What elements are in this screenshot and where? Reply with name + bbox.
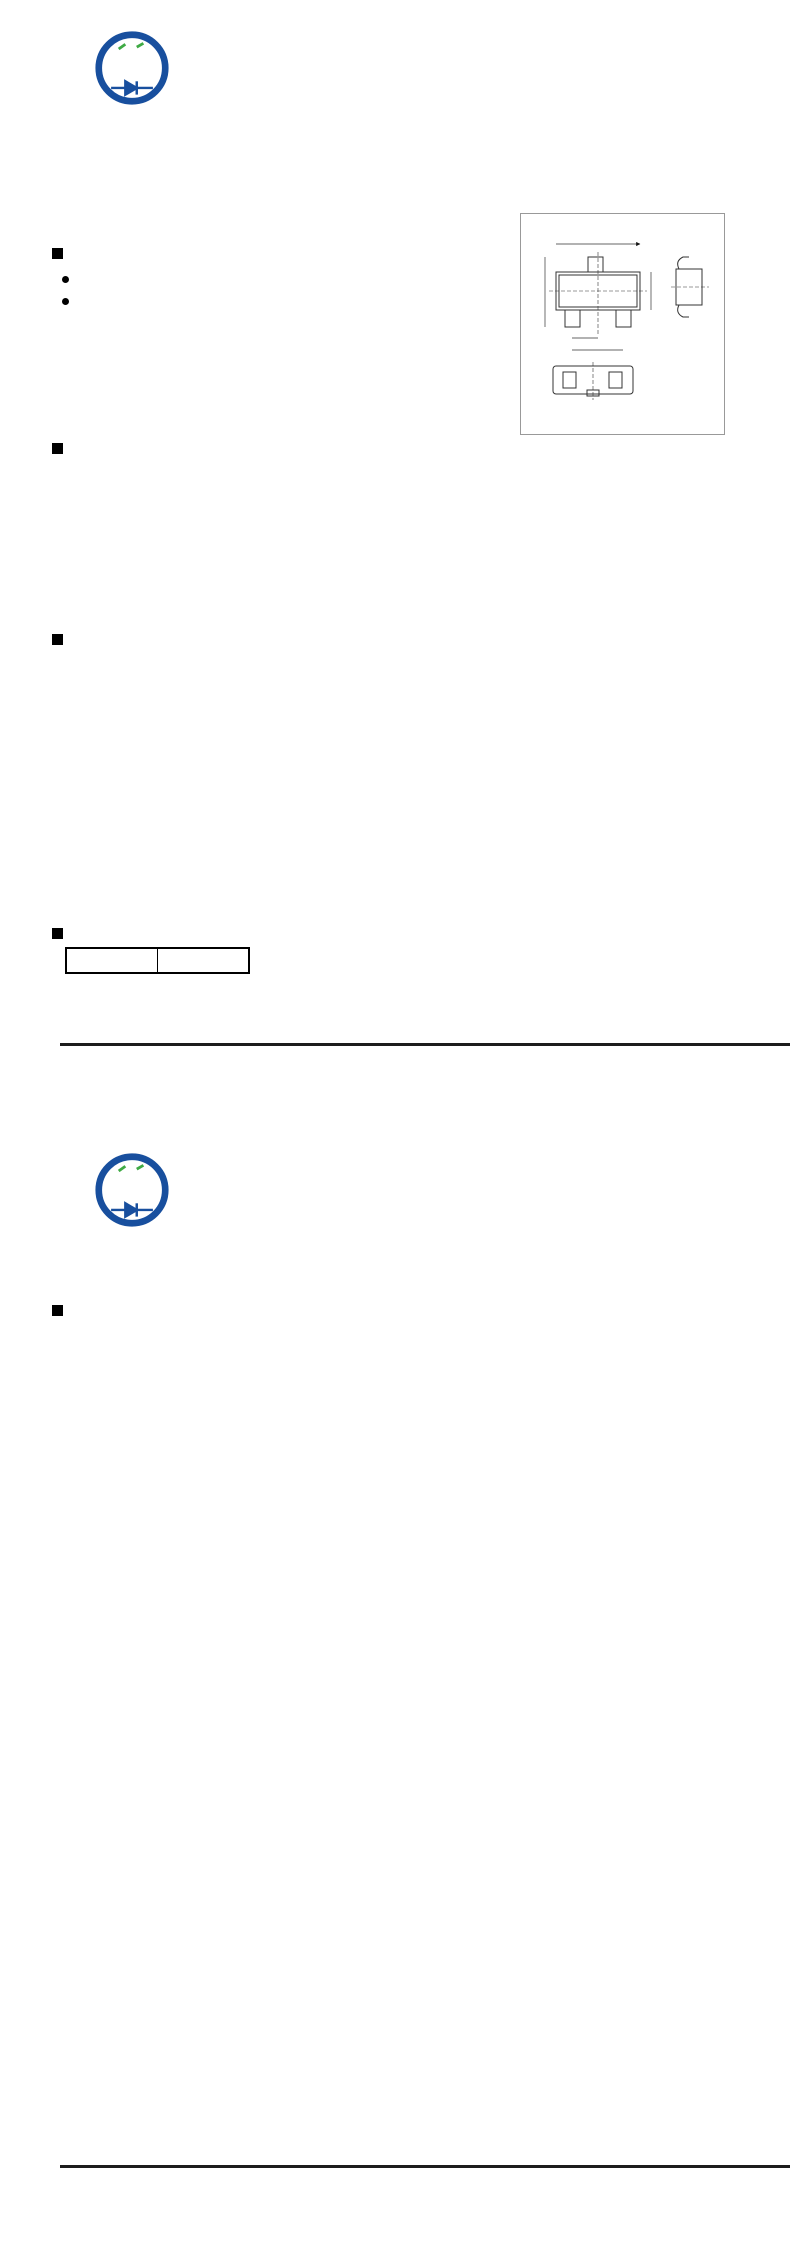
- fig3: [88, 1630, 410, 1783]
- fig4-chart: [405, 1630, 705, 1780]
- marking-row: [66, 948, 249, 973]
- features-heading: [52, 248, 70, 259]
- header-bar-background: [150, 1202, 700, 1232]
- page-2: [0, 1122, 793, 2244]
- marking-value: [158, 948, 250, 973]
- section-square-icon: [52, 634, 63, 645]
- typical-characteristics-heading: [52, 1305, 70, 1316]
- feature-item: [62, 298, 78, 305]
- section-square-icon: [52, 928, 63, 939]
- fig5-chart: [88, 1942, 388, 2092]
- bullet-icon: [62, 276, 69, 283]
- marking-table: [65, 947, 250, 974]
- fig2: [405, 1318, 727, 1471]
- page-number-badge: [737, 1035, 763, 1061]
- section-square-icon: [52, 1305, 63, 1316]
- sot23-drawing: [521, 214, 724, 434]
- package-outline-figure: [520, 213, 725, 435]
- section-square-icon: [52, 248, 63, 259]
- marking-heading: [52, 928, 70, 939]
- fig3-chart: [88, 1630, 388, 1780]
- bullet-icon: [62, 298, 69, 305]
- fig1: [88, 1325, 410, 1478]
- fig1-chart: [88, 1325, 388, 1475]
- feature-item: [62, 276, 78, 283]
- header-bar: [150, 1202, 700, 1232]
- section-square-icon: [52, 443, 63, 454]
- fig4: [405, 1630, 727, 1783]
- footer-divider: [60, 1043, 790, 1046]
- header-bar-background: [150, 80, 700, 110]
- abs-max-heading: [52, 443, 70, 454]
- header-bar: [150, 80, 700, 110]
- footer-divider: [60, 2165, 790, 2168]
- fig5: [88, 1942, 410, 2095]
- page-number-badge: [25, 2170, 51, 2196]
- fig2-chart: [405, 1318, 705, 1468]
- elec-heading: [52, 634, 70, 645]
- marking-label: [66, 948, 158, 973]
